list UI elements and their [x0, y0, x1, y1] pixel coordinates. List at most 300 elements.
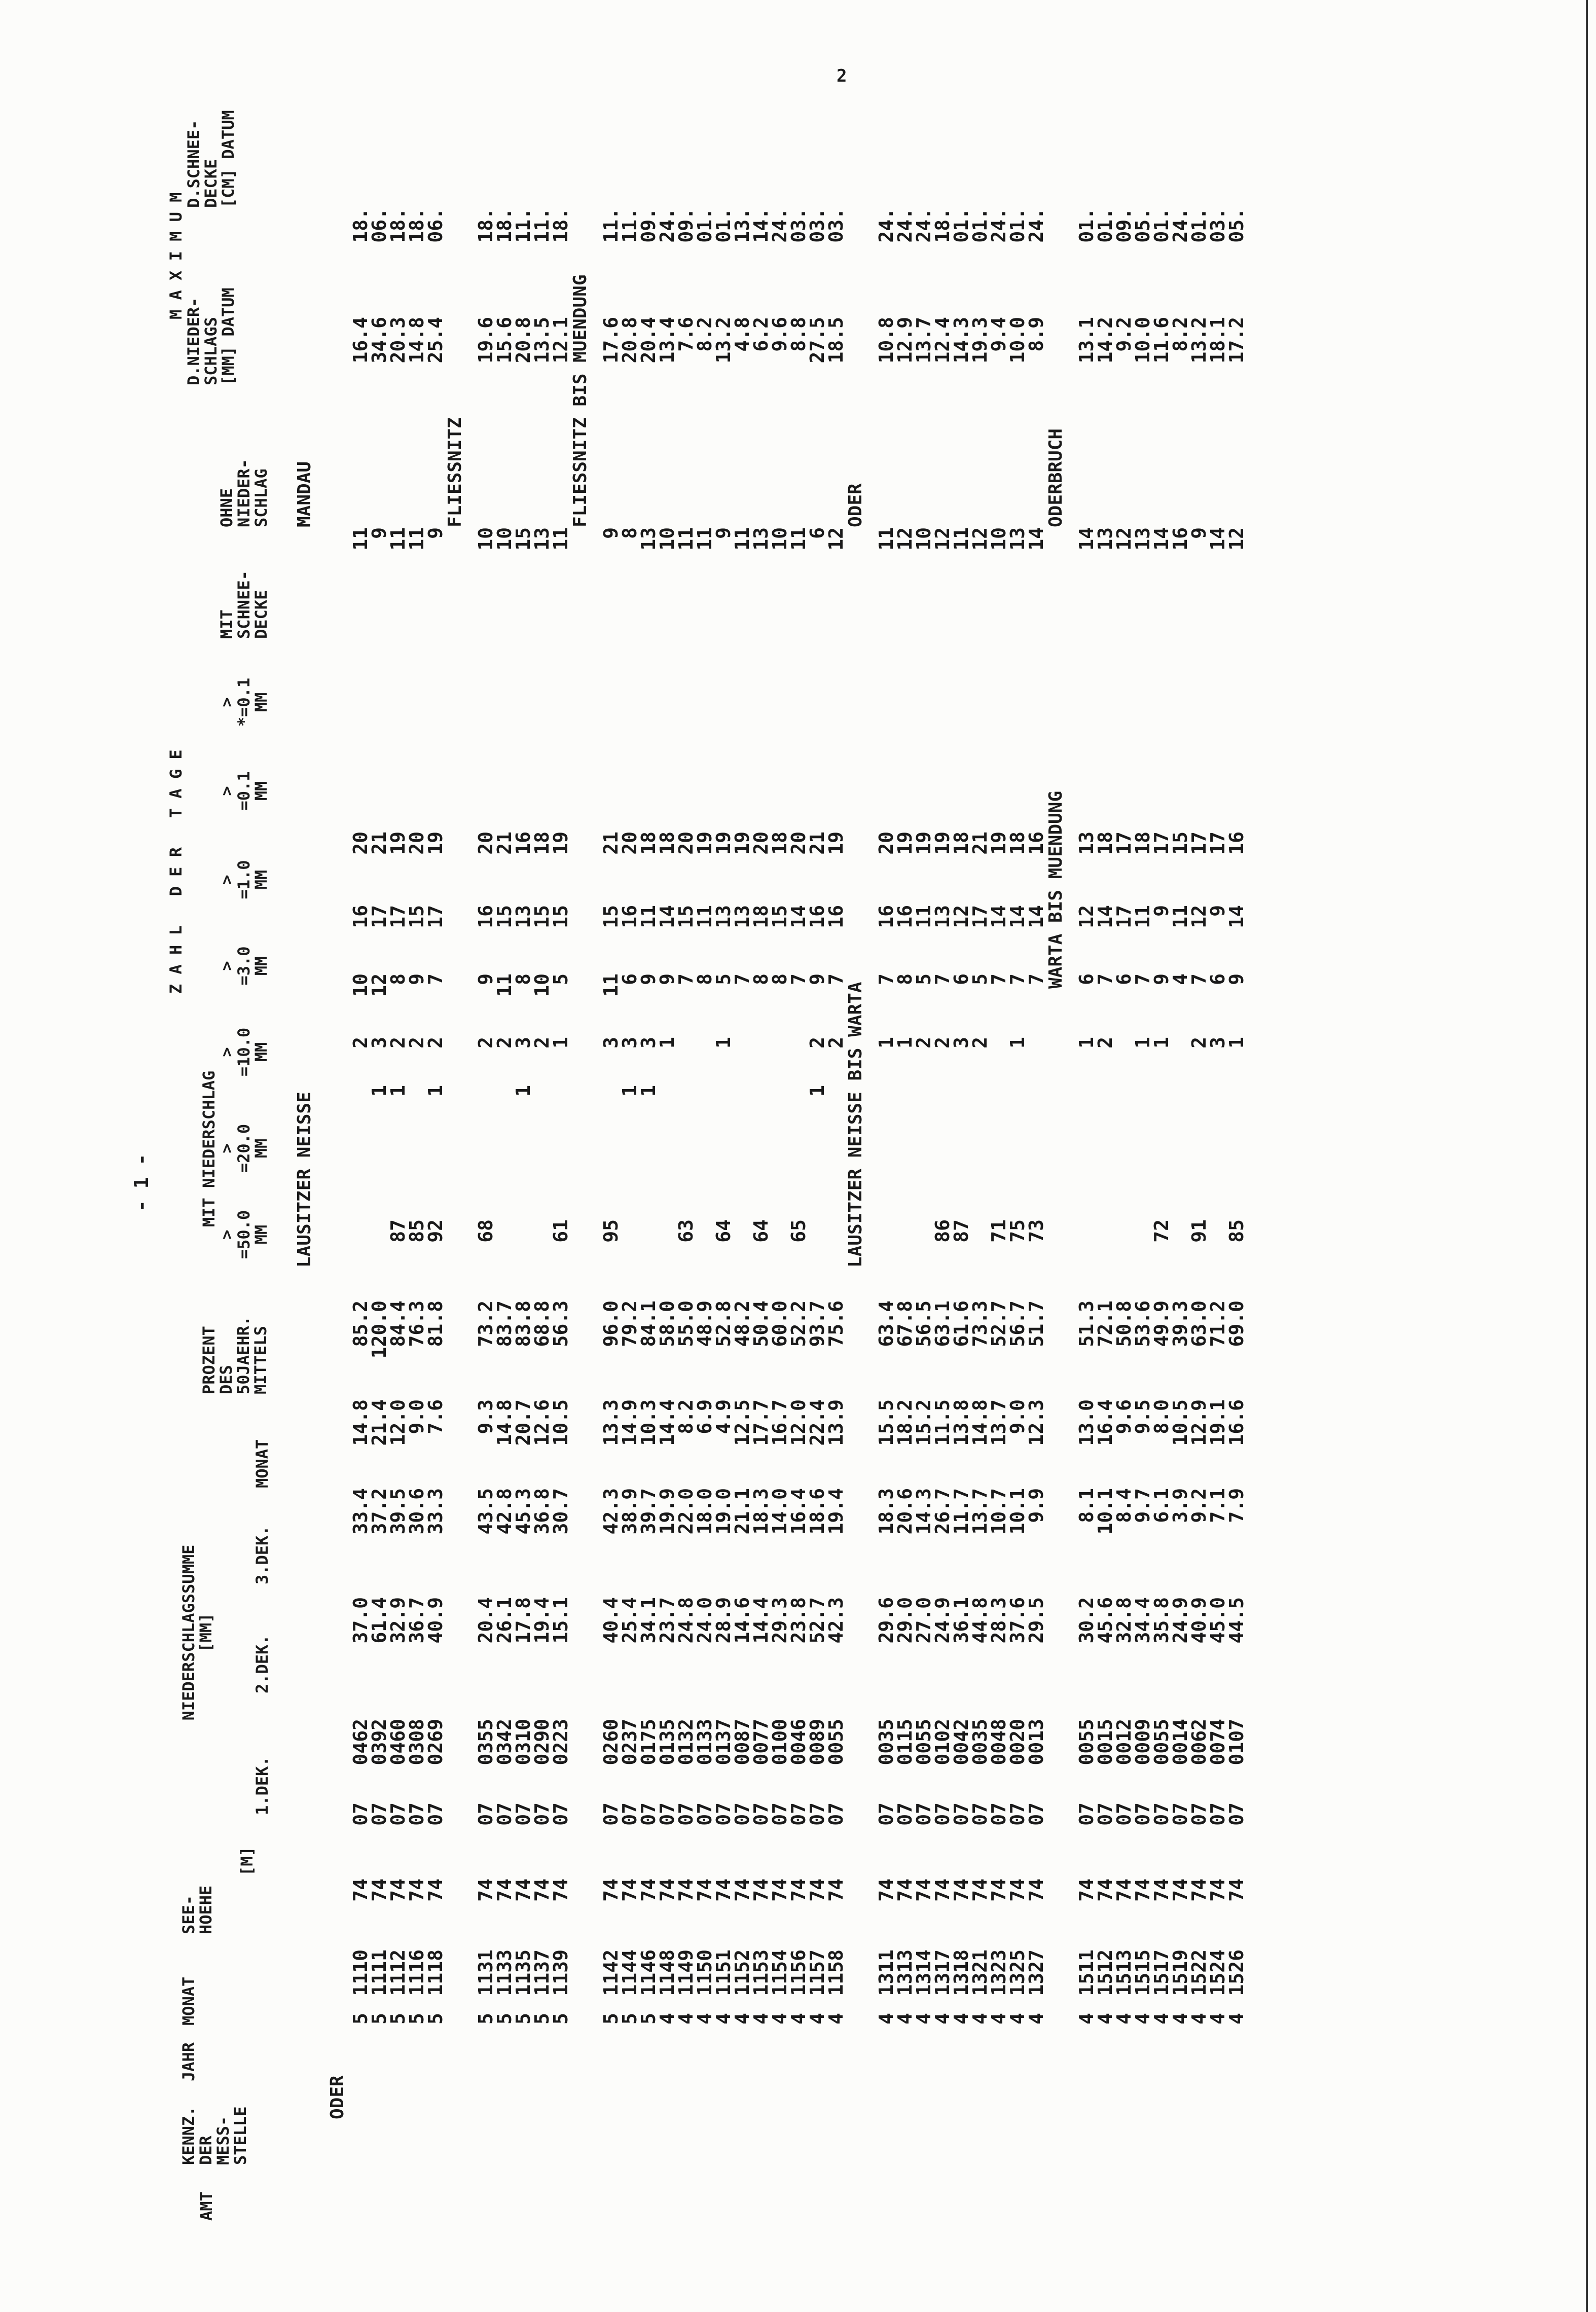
cell-n1: 12 — [950, 905, 972, 928]
cell-sum: 93.7 — [806, 1300, 828, 1347]
cell-d2: 10.1 — [1006, 1488, 1029, 1535]
cell-jahr: 74 — [806, 1878, 828, 1902]
cell-dat: 03. — [825, 208, 847, 243]
cell-amt: 5 — [619, 2013, 641, 2025]
cell-max: 13.5 — [531, 317, 553, 364]
cell-id: 1522 — [1188, 1949, 1210, 1996]
cell-max: 27.5 — [806, 317, 828, 364]
cell-max: 13.2 — [1188, 317, 1210, 364]
cell-dat: 03. — [787, 208, 810, 243]
cell-id: 1526 — [1225, 1949, 1248, 1996]
cell-sum: 69.0 — [1225, 1300, 1248, 1347]
cell-n1: 14 — [1094, 905, 1116, 928]
cell-n3: 7 — [1006, 973, 1029, 985]
cell-d3: 13.3 — [600, 1399, 622, 1446]
header-maximum: M A X I M U M — [166, 192, 186, 319]
cell-max: 13.7 — [913, 317, 935, 364]
cell-n3: 6 — [950, 973, 972, 985]
cell-ohne: 13 — [637, 527, 660, 551]
cell-jahr: 74 — [875, 1878, 897, 1902]
cell-n3: 8 — [894, 973, 916, 985]
cell-n1: 17 — [368, 905, 390, 928]
cell-d2: 43.5 — [475, 1488, 497, 1535]
cell-hoehe: 0055 — [1075, 1719, 1098, 1765]
cell-n1: 14 — [1025, 905, 1047, 928]
cell-n10: 2 — [825, 1037, 847, 1049]
cell-pct: 91 — [1188, 1219, 1210, 1243]
cell-jahr: 74 — [894, 1878, 916, 1902]
cell-d3: 10.5 — [550, 1399, 572, 1446]
cell-dat: 09. — [637, 208, 660, 243]
cell-hoehe: 0012 — [1113, 1719, 1135, 1765]
cell-sum: 48.2 — [731, 1300, 753, 1347]
cell-n3: 5 — [712, 973, 735, 985]
cell-sum: 73.2 — [475, 1300, 497, 1347]
cell-d3: 21.4 — [368, 1399, 390, 1446]
cell-d2: 9.9 — [1025, 1488, 1047, 1523]
cell-n3: 5 — [913, 973, 935, 985]
header-t20: > =20.0 MM — [217, 1124, 271, 1173]
cell-hoehe: 0035 — [875, 1719, 897, 1765]
cell-hoehe: 0009 — [1132, 1719, 1154, 1765]
cell-dat: 01. — [712, 208, 735, 243]
cell-dat: 01. — [1075, 208, 1098, 243]
cell-n10: 1 — [712, 1037, 735, 1049]
cell-id: 1325 — [1006, 1949, 1029, 1996]
cell-n3: 7 — [825, 973, 847, 985]
cell-max: 8.9 — [1025, 317, 1047, 352]
cell-n01: 21 — [600, 832, 622, 855]
cell-n3: 9 — [406, 973, 428, 985]
cell-hoehe: 0355 — [475, 1719, 497, 1765]
cell-d1: 29.0 — [894, 1597, 916, 1644]
cell-d2: 38.9 — [619, 1488, 641, 1535]
cell-jahr: 74 — [600, 1878, 622, 1902]
cell-dat: 18. — [406, 208, 428, 243]
cell-n3: 7 — [731, 973, 753, 985]
cell-ohne: 16 — [1169, 527, 1191, 551]
cell-n10: 3 — [637, 1037, 660, 1049]
cell-d1: 29.5 — [1025, 1597, 1047, 1644]
cell-sum: 96.0 — [600, 1300, 622, 1347]
cell-d1: 61.4 — [368, 1597, 390, 1644]
cell-n01: 20 — [750, 832, 772, 855]
cell-n1: 15 — [531, 905, 553, 928]
cell-n10: 3 — [1207, 1037, 1229, 1049]
cell-n10: 1 — [550, 1037, 572, 1049]
group-label-right: ODERBRUCH — [1045, 428, 1066, 527]
cell-dat: 24. — [656, 208, 678, 243]
cell-n1: 15 — [406, 905, 428, 928]
cell-d3: 15.5 — [875, 1399, 897, 1446]
cell-dat: 03. — [806, 208, 828, 243]
cell-sum: 84.1 — [637, 1300, 660, 1347]
cell-max: 8.2 — [694, 317, 716, 352]
cell-dat: 24. — [913, 208, 935, 243]
cell-dat: 01. — [1188, 208, 1210, 243]
cell-id: 1150 — [694, 1949, 716, 1996]
cell-mon: 07 — [1225, 1802, 1248, 1826]
cell-d1: 23.7 — [656, 1597, 678, 1644]
cell-max: 20.4 — [637, 317, 660, 364]
cell-n1: 11 — [694, 905, 716, 928]
cell-id: 1135 — [512, 1949, 534, 1996]
cell-hoehe: 0310 — [512, 1719, 534, 1765]
cell-n10: 2 — [475, 1037, 497, 1049]
cell-amt: 5 — [406, 2013, 428, 2025]
cell-ohne: 10 — [988, 527, 1010, 551]
cell-jahr: 74 — [769, 1878, 791, 1902]
cell-dat: 06. — [368, 208, 390, 243]
cell-d2: 18.0 — [694, 1488, 716, 1535]
cell-n01: 20 — [406, 832, 428, 855]
cell-d3: 9.6 — [1113, 1399, 1135, 1434]
cell-hoehe: 0042 — [950, 1719, 972, 1765]
cell-dat: 24. — [894, 208, 916, 243]
cell-sum: 63.0 — [1188, 1300, 1210, 1347]
cell-hoehe: 0237 — [619, 1719, 641, 1765]
cell-sum: 50.8 — [1113, 1300, 1135, 1347]
cell-amt: 5 — [531, 2013, 553, 2025]
cell-jahr: 74 — [988, 1878, 1010, 1902]
cell-dat: 14. — [750, 208, 772, 243]
cell-n1: 12 — [1188, 905, 1210, 928]
cell-n1: 16 — [619, 905, 641, 928]
cell-ohne: 8 — [619, 527, 641, 539]
cell-ohne: 9 — [600, 527, 622, 539]
cell-d2: 22.0 — [675, 1488, 697, 1535]
cell-jahr: 74 — [368, 1878, 390, 1902]
header-t10: > =10.0 MM — [217, 1027, 271, 1077]
cell-d1: 44.5 — [1225, 1597, 1248, 1644]
cell-amt: 5 — [550, 2013, 572, 2025]
cell-d1: 44.8 — [969, 1597, 991, 1644]
cell-d3: 11.5 — [931, 1399, 954, 1446]
cell-jahr: 74 — [1132, 1878, 1154, 1902]
cell-d2: 30.7 — [550, 1488, 572, 1535]
cell-d2: 13.7 — [969, 1488, 991, 1535]
cell-mon: 07 — [1025, 1802, 1047, 1826]
cell-n3: 8 — [769, 973, 791, 985]
cell-sum: 63.1 — [931, 1300, 954, 1347]
cell-mon: 07 — [424, 1802, 447, 1826]
cell-ohne: 12 — [1225, 527, 1248, 551]
cell-jahr: 74 — [694, 1878, 716, 1902]
cell-hoehe: 0175 — [637, 1719, 660, 1765]
cell-hoehe: 0107 — [1225, 1719, 1248, 1765]
header-seehoehe-unit: [M] — [237, 1847, 257, 1876]
cell-pct: 95 — [600, 1219, 622, 1243]
cell-ohne: 11 — [731, 527, 753, 551]
cell-n1: 14 — [787, 905, 810, 928]
cell-d3: 9.3 — [475, 1399, 497, 1434]
cell-mon: 07 — [1094, 1802, 1116, 1826]
cell-pct: 63 — [675, 1219, 697, 1243]
cell-max: 7.6 — [675, 317, 697, 352]
cell-dat: 11. — [531, 208, 553, 243]
cell-max: 20.8 — [512, 317, 534, 364]
cell-d2: 42.8 — [493, 1488, 516, 1535]
cell-pct: 61 — [550, 1219, 572, 1243]
cell-jahr: 74 — [787, 1878, 810, 1902]
cell-n3: 7 — [988, 973, 1010, 985]
cell-max: 9.4 — [988, 317, 1010, 352]
header-t50: > =50.0 MM — [217, 1210, 271, 1259]
cell-mon: 07 — [731, 1802, 753, 1826]
cell-d2: 30.6 — [406, 1488, 428, 1535]
cell-mon: 07 — [493, 1802, 516, 1826]
cell-mon: 07 — [825, 1802, 847, 1826]
cell-jahr: 74 — [931, 1878, 954, 1902]
cell-sum: 83.8 — [512, 1300, 534, 1347]
cell-amt: 5 — [493, 2013, 516, 2025]
cell-jahr: 74 — [969, 1878, 991, 1902]
cell-ohne: 10 — [769, 527, 791, 551]
cell-d3: 12.9 — [1188, 1399, 1210, 1446]
cell-id: 1142 — [600, 1949, 622, 1996]
cell-max: 20.8 — [619, 317, 641, 364]
cell-d2: 9.2 — [1188, 1488, 1210, 1523]
cell-n01: 19 — [712, 832, 735, 855]
cell-n3: 12 — [368, 973, 390, 997]
cell-n3: 7 — [787, 973, 810, 985]
cell-n01: 19 — [825, 832, 847, 855]
cell-ohne: 12 — [969, 527, 991, 551]
cell-id: 1133 — [493, 1949, 516, 1996]
cell-d1: 17.8 — [512, 1597, 534, 1644]
cell-jahr: 74 — [637, 1878, 660, 1902]
cell-jahr: 74 — [512, 1878, 534, 1902]
cell-d2: 19.0 — [712, 1488, 735, 1535]
cell-d3: 14.8 — [349, 1399, 372, 1446]
cell-ohne: 13 — [750, 527, 772, 551]
header-t3: > =3.0 MM — [217, 946, 271, 986]
cell-n20: 1 — [512, 1085, 534, 1097]
cell-amt: 4 — [712, 2013, 735, 2025]
cell-d3: 10.3 — [637, 1399, 660, 1446]
cell-n3: 5 — [969, 973, 991, 985]
cell-hoehe: 0462 — [349, 1719, 372, 1765]
cell-id: 1314 — [913, 1949, 935, 1996]
cell-n3: 9 — [475, 973, 497, 985]
cell-d1: 34.1 — [637, 1597, 660, 1644]
cell-id: 1149 — [675, 1949, 697, 1996]
cell-mon: 07 — [931, 1802, 954, 1826]
cell-hoehe: 0035 — [969, 1719, 991, 1765]
cell-amt: 5 — [512, 2013, 534, 2025]
cell-amt: 5 — [475, 2013, 497, 2025]
cell-d1: 14.4 — [750, 1597, 772, 1644]
cell-jahr: 74 — [1169, 1878, 1191, 1902]
cell-n10: 3 — [950, 1037, 972, 1049]
cell-mon: 07 — [475, 1802, 497, 1826]
cell-jahr: 74 — [825, 1878, 847, 1902]
cell-d3: 15.2 — [913, 1399, 935, 1446]
cell-n01: 16 — [1025, 832, 1047, 855]
cell-id: 1313 — [894, 1949, 916, 1996]
cell-n3: 7 — [424, 973, 447, 985]
cell-mon: 07 — [1132, 1802, 1154, 1826]
cell-id: 1517 — [1150, 1949, 1173, 1996]
cell-n10: 3 — [368, 1037, 390, 1049]
cell-n3: 10 — [349, 973, 372, 997]
cell-jahr: 74 — [1188, 1878, 1210, 1902]
cell-n01: 21 — [969, 832, 991, 855]
cell-ohne: 10 — [913, 527, 935, 551]
cell-d2: 21.1 — [731, 1488, 753, 1535]
cell-dat: 18. — [387, 208, 409, 243]
header-max-schnee: D.SCHNEE- DECKE [CM] DATUM — [184, 110, 238, 208]
cell-n01: 20 — [619, 832, 641, 855]
cell-n1: 15 — [550, 905, 572, 928]
cell-sum: 75.6 — [825, 1300, 847, 1347]
cell-dat: 11. — [600, 208, 622, 243]
cell-d1: 15.1 — [550, 1597, 572, 1644]
cell-id: 1144 — [619, 1949, 641, 1996]
cell-sum: 71.2 — [1207, 1300, 1229, 1347]
cell-jahr: 74 — [349, 1878, 372, 1902]
cell-d2: 10.1 — [1094, 1488, 1116, 1535]
cell-n01: 19 — [731, 832, 753, 855]
cell-n3: 6 — [1113, 973, 1135, 985]
cell-n1: 16 — [475, 905, 497, 928]
cell-n01: 19 — [931, 832, 954, 855]
cell-jahr: 74 — [387, 1878, 409, 1902]
cell-d1: 52.7 — [806, 1597, 828, 1644]
cell-d2: 45.3 — [512, 1488, 534, 1535]
cell-ohne: 11 — [349, 527, 372, 551]
cell-id: 1318 — [950, 1949, 972, 1996]
cell-d2: 8.4 — [1113, 1488, 1135, 1523]
cell-max: 10.0 — [1006, 317, 1029, 364]
cell-d2: 11.7 — [950, 1488, 972, 1535]
header-tstar: > *=0.1 MM — [217, 677, 271, 727]
cell-n10: 3 — [600, 1037, 622, 1049]
cell-mon: 07 — [1113, 1802, 1135, 1826]
cell-dat: 01. — [1006, 208, 1029, 243]
cell-n01: 19 — [424, 832, 447, 855]
cell-jahr: 74 — [1094, 1878, 1116, 1902]
cell-id: 1137 — [531, 1949, 553, 1996]
cell-sum: 67.8 — [894, 1300, 916, 1347]
cell-max: 8.2 — [1169, 317, 1191, 352]
cell-max: 18.1 — [1207, 317, 1229, 364]
cell-jahr: 74 — [619, 1878, 641, 1902]
cell-d1: 34.4 — [1132, 1597, 1154, 1644]
group-label-left: LAUSITZER NEISSE BIS WARTA — [845, 982, 866, 1268]
cell-mon: 07 — [894, 1802, 916, 1826]
cell-amt: 5 — [349, 2013, 372, 2025]
cell-jahr: 74 — [913, 1878, 935, 1902]
cell-max: 19.6 — [475, 317, 497, 364]
cell-max: 20.3 — [387, 317, 409, 364]
cell-hoehe: 0137 — [712, 1719, 735, 1765]
cell-d2: 19.9 — [656, 1488, 678, 1535]
cell-d3: 16.7 — [769, 1399, 791, 1446]
cell-d3: 6.9 — [694, 1399, 716, 1434]
cell-dat: 01. — [950, 208, 972, 243]
cell-pct: 85 — [1225, 1219, 1248, 1243]
cell-ohne: 13 — [531, 527, 553, 551]
cell-hoehe: 0046 — [787, 1719, 810, 1765]
cell-max: 14.8 — [406, 317, 428, 364]
cell-amt: 4 — [1113, 2013, 1135, 2025]
cell-amt: 4 — [1150, 2013, 1173, 2025]
cell-d3: 14.8 — [493, 1399, 516, 1446]
cell-d3: 20.7 — [512, 1399, 534, 1446]
cell-n10: 1 — [1075, 1037, 1098, 1049]
cell-max: 13.2 — [712, 317, 735, 364]
cell-id: 1116 — [406, 1949, 428, 1996]
cell-n01: 18 — [769, 832, 791, 855]
cell-n01: 21 — [806, 832, 828, 855]
cell-n20: 1 — [619, 1085, 641, 1097]
cell-d1: 36.7 — [406, 1597, 428, 1644]
cell-id: 1524 — [1207, 1949, 1229, 1996]
cell-d3: 12.3 — [1025, 1399, 1047, 1446]
cell-sum: 81.8 — [424, 1300, 447, 1347]
cell-d2: 7.9 — [1225, 1488, 1248, 1523]
cell-n01: 19 — [894, 832, 916, 855]
cell-dat: 01. — [969, 208, 991, 243]
cell-hoehe: 0087 — [731, 1719, 753, 1765]
cell-d1: 20.4 — [475, 1597, 497, 1644]
cell-n1: 14 — [988, 905, 1010, 928]
cell-d3: 19.1 — [1207, 1399, 1229, 1446]
cell-amt: 4 — [769, 2013, 791, 2025]
cell-d1: 26.1 — [493, 1597, 516, 1644]
cell-d1: 19.4 — [531, 1597, 553, 1644]
cell-amt: 4 — [1094, 2013, 1116, 2025]
cell-id: 1321 — [969, 1949, 991, 1996]
cell-mon: 07 — [1169, 1802, 1191, 1826]
cell-n3: 4 — [1169, 973, 1191, 985]
cell-n10: 1 — [875, 1037, 897, 1049]
page-number: 2 — [837, 66, 847, 86]
cell-d2: 10.7 — [988, 1488, 1010, 1535]
cell-pct: 72 — [1150, 1219, 1173, 1243]
cell-n3: 7 — [1025, 973, 1047, 985]
cell-n01: 18 — [1094, 832, 1116, 855]
cell-ohne: 11 — [875, 527, 897, 551]
cell-d1: 24.8 — [675, 1597, 697, 1644]
cell-n1: 15 — [769, 905, 791, 928]
cell-n01: 19 — [387, 832, 409, 855]
cell-d3: 16.4 — [1094, 1399, 1116, 1446]
cell-mon: 07 — [1150, 1802, 1173, 1826]
cell-sum: 68.8 — [531, 1300, 553, 1347]
cell-jahr: 74 — [750, 1878, 772, 1902]
header-ohne: OHNE NIEDER- SCHLAG — [217, 459, 271, 527]
cell-pct: 86 — [931, 1219, 954, 1243]
cell-amt: 4 — [931, 2013, 954, 2025]
cell-jahr: 74 — [550, 1878, 572, 1902]
cell-d3: 7.6 — [424, 1399, 447, 1434]
cell-pct: 92 — [424, 1219, 447, 1243]
cell-dat: 18. — [493, 208, 516, 243]
cell-mon: 07 — [349, 1802, 372, 1826]
header-niederschlagssumme: NIEDERSCHLAGSSUMME [MM] — [179, 1544, 215, 1721]
cell-sum: 56.7 — [1006, 1300, 1029, 1347]
header-dek3: 3.DEK. — [252, 1526, 272, 1584]
cell-n01: 20 — [875, 832, 897, 855]
cell-ohne: 6 — [806, 527, 828, 539]
cell-n3: 7 — [875, 973, 897, 985]
cell-n1: 15 — [600, 905, 622, 928]
cell-mon: 07 — [694, 1802, 716, 1826]
cell-n10: 3 — [512, 1037, 534, 1049]
cell-n3: 6 — [619, 973, 641, 985]
